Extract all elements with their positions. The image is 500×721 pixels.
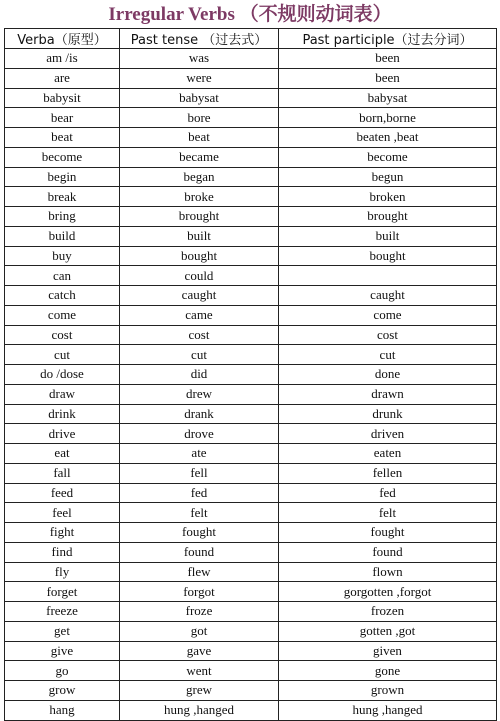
cell-base-form: drive bbox=[5, 424, 120, 444]
cell-past-participle: built bbox=[279, 226, 497, 246]
table-row bbox=[5, 207, 497, 227]
table-row bbox=[5, 463, 497, 483]
cell-past-participle bbox=[279, 266, 497, 286]
table-row bbox=[5, 621, 497, 641]
table-row bbox=[5, 49, 497, 69]
table-row bbox=[5, 246, 497, 266]
cell-past-participle: beaten ,beat bbox=[279, 128, 497, 148]
cell-base-form: bear bbox=[5, 108, 120, 128]
cell-base-form: do /dose bbox=[5, 365, 120, 385]
table-row bbox=[5, 602, 497, 622]
cell-base-form: am /is bbox=[5, 49, 120, 69]
cell-past-participle: drawn bbox=[279, 384, 497, 404]
cell-base-form: cost bbox=[5, 325, 120, 345]
table-row bbox=[5, 404, 497, 424]
cell-past-tense: brought bbox=[120, 207, 279, 227]
cell-past-participle: cost bbox=[279, 325, 497, 345]
cell-past-tense: froze bbox=[120, 602, 279, 622]
cell-past-participle: come bbox=[279, 305, 497, 325]
cell-past-participle: brought bbox=[279, 207, 497, 227]
cell-base-form: break bbox=[5, 187, 120, 207]
cell-past-tense: bore bbox=[120, 108, 279, 128]
table-row bbox=[5, 187, 497, 207]
cell-past-participle: caught bbox=[279, 286, 497, 306]
cell-base-form: are bbox=[5, 68, 120, 88]
cell-base-form: fall bbox=[5, 463, 120, 483]
table-row bbox=[5, 128, 497, 148]
cell-base-form: catch bbox=[5, 286, 120, 306]
cell-past-tense: caught bbox=[120, 286, 279, 306]
cell-past-participle: frozen bbox=[279, 602, 497, 622]
cell-base-form: cut bbox=[5, 345, 120, 365]
cell-base-form: can bbox=[5, 266, 120, 286]
cell-past-tense: cost bbox=[120, 325, 279, 345]
cell-past-participle: done bbox=[279, 365, 497, 385]
cell-past-tense: grew bbox=[120, 681, 279, 701]
cell-past-tense: could bbox=[120, 266, 279, 286]
cell-past-tense: came bbox=[120, 305, 279, 325]
cell-past-participle: been bbox=[279, 49, 497, 69]
cell-past-tense: flew bbox=[120, 562, 279, 582]
table-row bbox=[5, 365, 497, 385]
table-row bbox=[5, 286, 497, 306]
cell-past-tense: built bbox=[120, 226, 279, 246]
cell-base-form: fly bbox=[5, 562, 120, 582]
table-row bbox=[5, 523, 497, 543]
table-row bbox=[5, 483, 497, 503]
cell-past-participle: broken bbox=[279, 187, 497, 207]
table-row bbox=[5, 641, 497, 661]
cell-past-tense: drank bbox=[120, 404, 279, 424]
table-row bbox=[5, 88, 497, 108]
table-row bbox=[5, 345, 497, 365]
cell-past-tense: felt bbox=[120, 503, 279, 523]
table-row bbox=[5, 108, 497, 128]
cell-base-form: give bbox=[5, 641, 120, 661]
cell-past-tense: went bbox=[120, 661, 279, 681]
cell-base-form: fight bbox=[5, 523, 120, 543]
cell-past-tense: hung ,hanged bbox=[120, 700, 279, 720]
cell-past-tense: fell bbox=[120, 463, 279, 483]
page-title: Irregular Verbs （不规则动词表） bbox=[108, 4, 392, 25]
cell-past-participle: drunk bbox=[279, 404, 497, 424]
cell-past-participle: given bbox=[279, 641, 497, 661]
cell-base-form: get bbox=[5, 621, 120, 641]
cell-base-form: eat bbox=[5, 444, 120, 464]
cell-past-participle: become bbox=[279, 147, 497, 167]
cell-past-participle: fed bbox=[279, 483, 497, 503]
cell-base-form: bring bbox=[5, 207, 120, 227]
cell-base-form: beat bbox=[5, 128, 120, 148]
cell-past-tense: drove bbox=[120, 424, 279, 444]
cell-past-tense: drew bbox=[120, 384, 279, 404]
cell-base-form: freeze bbox=[5, 602, 120, 622]
cell-base-form: hang bbox=[5, 700, 120, 720]
table-row bbox=[5, 681, 497, 701]
cell-past-tense: began bbox=[120, 167, 279, 187]
cell-past-tense: forgot bbox=[120, 582, 279, 602]
cell-base-form: feed bbox=[5, 483, 120, 503]
table-row bbox=[5, 424, 497, 444]
cell-base-form: feel bbox=[5, 503, 120, 523]
cell-past-tense: did bbox=[120, 365, 279, 385]
table-row bbox=[5, 542, 497, 562]
cell-base-form: forget bbox=[5, 582, 120, 602]
cell-past-tense: broke bbox=[120, 187, 279, 207]
cell-past-participle: hung ,hanged bbox=[279, 700, 497, 720]
cell-past-tense: ate bbox=[120, 444, 279, 464]
cell-past-participle: begun bbox=[279, 167, 497, 187]
cell-past-participle: gone bbox=[279, 661, 497, 681]
cell-past-tense: beat bbox=[120, 128, 279, 148]
cell-base-form: buy bbox=[5, 246, 120, 266]
table-row bbox=[5, 700, 497, 720]
cell-past-participle: eaten bbox=[279, 444, 497, 464]
cell-past-participle: grown bbox=[279, 681, 497, 701]
cell-past-tense: fed bbox=[120, 483, 279, 503]
cell-past-tense: cut bbox=[120, 345, 279, 365]
cell-past-participle: gotten ,got bbox=[279, 621, 497, 641]
cell-past-tense: bought bbox=[120, 246, 279, 266]
cell-past-participle: gorgotten ,forgot bbox=[279, 582, 497, 602]
table-row bbox=[5, 582, 497, 602]
table-row bbox=[5, 147, 497, 167]
header-past-participle: Past participle（过去分词） bbox=[279, 29, 497, 49]
table-row bbox=[5, 444, 497, 464]
table-row bbox=[5, 266, 497, 286]
cell-base-form: grow bbox=[5, 681, 120, 701]
table-row bbox=[5, 562, 497, 582]
cell-past-participle: cut bbox=[279, 345, 497, 365]
cell-past-tense: got bbox=[120, 621, 279, 641]
header-base-form: Verba（原型） bbox=[5, 29, 120, 49]
header-past-tense: Past tense （过去式） bbox=[120, 29, 279, 49]
table-body bbox=[5, 49, 497, 721]
table-row bbox=[5, 661, 497, 681]
table-row bbox=[5, 384, 497, 404]
cell-past-participle: fellen bbox=[279, 463, 497, 483]
cell-past-tense: became bbox=[120, 147, 279, 167]
table-row bbox=[5, 305, 497, 325]
table-row bbox=[5, 503, 497, 523]
cell-base-form: come bbox=[5, 305, 120, 325]
cell-past-participle: driven bbox=[279, 424, 497, 444]
cell-past-participle: babysat bbox=[279, 88, 497, 108]
table-row bbox=[5, 325, 497, 345]
cell-past-participle: bought bbox=[279, 246, 497, 266]
cell-past-tense: fought bbox=[120, 523, 279, 543]
cell-past-participle: fought bbox=[279, 523, 497, 543]
cell-base-form: draw bbox=[5, 384, 120, 404]
cell-past-participle: found bbox=[279, 542, 497, 562]
table-header-row bbox=[5, 29, 497, 49]
cell-base-form: drink bbox=[5, 404, 120, 424]
cell-base-form: begin bbox=[5, 167, 120, 187]
cell-base-form: find bbox=[5, 542, 120, 562]
cell-past-participle: flown bbox=[279, 562, 497, 582]
cell-base-form: babysit bbox=[5, 88, 120, 108]
cell-past-tense: babysat bbox=[120, 88, 279, 108]
cell-base-form: build bbox=[5, 226, 120, 246]
cell-past-participle: been bbox=[279, 68, 497, 88]
cell-base-form: become bbox=[5, 147, 120, 167]
cell-past-tense: found bbox=[120, 542, 279, 562]
cell-past-tense: gave bbox=[120, 641, 279, 661]
table-row bbox=[5, 68, 497, 88]
cell-past-participle: born,borne bbox=[279, 108, 497, 128]
table-row bbox=[5, 226, 497, 246]
table-row bbox=[5, 167, 497, 187]
cell-base-form: go bbox=[5, 661, 120, 681]
cell-past-tense: were bbox=[120, 68, 279, 88]
irregular-verbs-table bbox=[4, 28, 497, 721]
cell-past-participle: felt bbox=[279, 503, 497, 523]
cell-past-tense: was bbox=[120, 49, 279, 69]
